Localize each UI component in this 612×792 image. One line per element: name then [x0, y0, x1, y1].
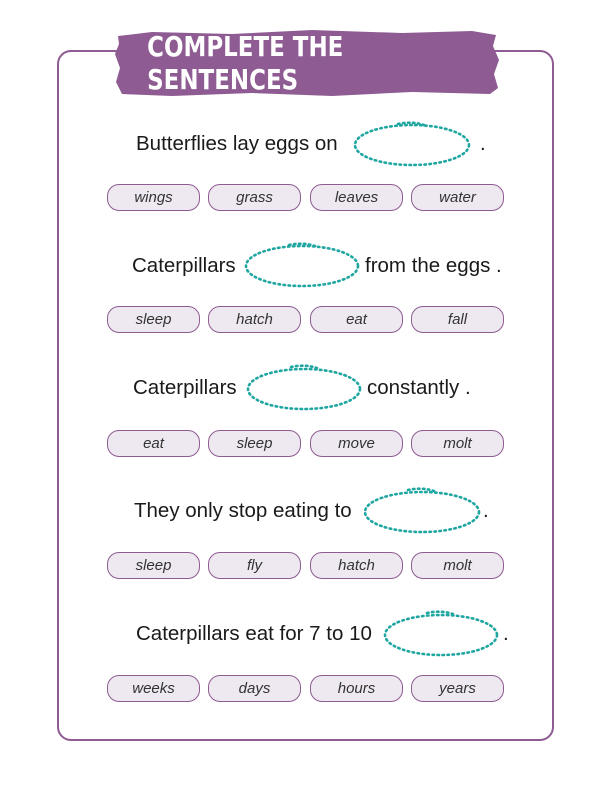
sentence-4-after: . — [483, 499, 489, 522]
option-button[interactable]: fly — [208, 552, 301, 579]
blank-2[interactable] — [243, 240, 363, 290]
sentence-3-before: Caterpillars — [133, 376, 237, 399]
option-button[interactable]: years — [411, 675, 504, 702]
options-1 — [107, 184, 507, 214]
option-button[interactable]: molt — [411, 552, 504, 579]
option-button[interactable]: wings — [107, 184, 200, 211]
sentence-3 — [57, 362, 554, 412]
options-3 — [107, 430, 507, 460]
options-5 — [107, 675, 507, 705]
sentence-2-after: from the eggs . — [365, 254, 502, 277]
option-button[interactable]: eat — [107, 430, 200, 457]
option-button[interactable]: weeks — [107, 675, 200, 702]
sentence-2-before: Caterpillars — [132, 254, 236, 277]
option-button[interactable]: hatch — [310, 552, 403, 579]
page-title: COMPLETE THE SENTENCES — [147, 30, 344, 96]
option-button[interactable]: sleep — [107, 552, 200, 579]
blank-3[interactable] — [245, 362, 365, 412]
blank-1[interactable] — [350, 118, 475, 168]
options-4 — [107, 552, 507, 582]
option-button[interactable]: hours — [310, 675, 403, 702]
option-button[interactable]: molt — [411, 430, 504, 457]
options-2 — [107, 306, 507, 336]
option-button[interactable]: sleep — [107, 306, 200, 333]
option-button[interactable]: fall — [411, 306, 504, 333]
sentence-1 — [57, 118, 554, 168]
blank-5[interactable] — [379, 608, 504, 658]
sentence-5-after: . — [503, 622, 509, 645]
option-button[interactable]: grass — [208, 184, 301, 211]
sentence-4 — [57, 485, 554, 535]
sentence-2 — [57, 240, 554, 290]
sentence-1-before: Butterflies lay eggs on — [136, 132, 338, 155]
option-button[interactable]: sleep — [208, 430, 301, 457]
option-button[interactable]: water — [411, 184, 504, 211]
option-button[interactable]: days — [208, 675, 301, 702]
option-button[interactable]: move — [310, 430, 403, 457]
sentence-4-before: They only stop eating to — [134, 499, 352, 522]
blank-4[interactable] — [360, 485, 485, 535]
sentence-1-after: . — [480, 132, 486, 155]
option-button[interactable]: leaves — [310, 184, 403, 211]
sentence-3-after: constantly . — [367, 376, 471, 399]
sentence-5-before: Caterpillars eat for 7 to 10 — [136, 622, 372, 645]
option-button[interactable]: eat — [310, 306, 403, 333]
option-button[interactable]: hatch — [208, 306, 301, 333]
title-banner — [112, 26, 502, 100]
sentence-5 — [57, 608, 554, 658]
